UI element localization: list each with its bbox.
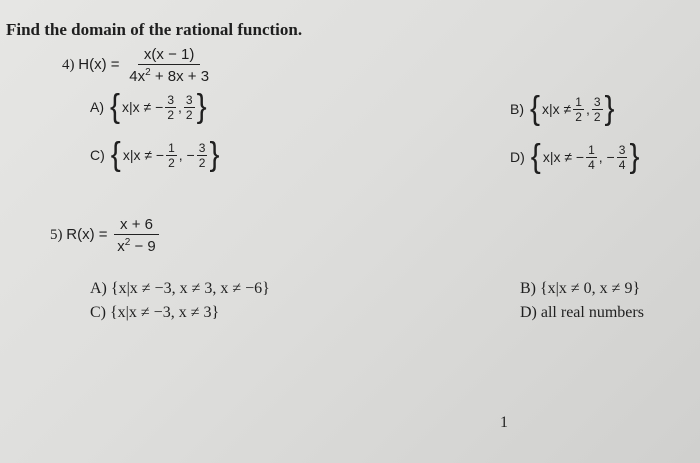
choice-a-frac-2: $\frac{3}{2}$ — [185, 92, 193, 122]
close-brace: } — [604, 90, 615, 127]
choice-d-separator: , − — [598, 149, 615, 165]
choice-b-separator: , — [585, 101, 590, 117]
choice-a-separator: , — [178, 99, 182, 115]
choice-b-label: B) — [510, 101, 524, 117]
choice-a-label: A) — [90, 99, 104, 115]
question-4-number: 4) — [62, 56, 75, 73]
choice-c-frac-2: $\frac{3}{2}$ — [198, 140, 206, 170]
question-4-function — [62, 46, 215, 85]
question-4-choice-b[interactable] — [510, 90, 615, 127]
open-brace: { — [530, 90, 541, 127]
question-5-function — [50, 216, 162, 255]
close-brace: } — [629, 138, 640, 175]
choice-d-frac-2: $\frac{3}{4}$ — [618, 142, 626, 172]
question-4-fraction — [123, 46, 215, 85]
choice-b-condition: x|x ≠ — [542, 101, 572, 117]
question-5-number: 5) — [50, 226, 63, 243]
choice-b-frac-1: $\frac{1}{2}$ — [575, 94, 582, 124]
choice-d-label: D) — [510, 149, 525, 165]
question-4-choice-c[interactable] — [90, 136, 220, 173]
close-brace: } — [196, 88, 207, 125]
question-5-choice-d[interactable]: D) all real numbers — [520, 304, 644, 321]
question-5-fraction — [111, 216, 162, 255]
question-5-choice-b[interactable]: B) {x|x ≠ 0, x ≠ 9} — [520, 280, 641, 297]
question-5-numerator: x + 6 — [114, 216, 159, 235]
question-4-denominator: $4x^2 + 8x + 3$ — [129, 67, 210, 85]
question-4-choice-a[interactable] — [90, 88, 207, 125]
question-5-choice-a[interactable]: A) {x|x ≠ −3, x ≠ 3, x ≠ −6} — [90, 280, 270, 297]
open-brace: { — [110, 88, 121, 125]
choice-b-frac-2: $\frac{3}{2}$ — [593, 94, 601, 124]
question-5-choice-c[interactable]: C) {x|x ≠ −3, x ≠ 3} — [90, 304, 220, 321]
question-4-choice-d[interactable] — [510, 138, 640, 175]
page-number: 1 — [500, 414, 508, 431]
choice-a-condition: x|x ≠ − — [122, 99, 164, 115]
choice-c-label: C) — [90, 147, 105, 163]
question-4-lhs: H(x) = — [78, 55, 120, 73]
open-brace: { — [530, 138, 541, 175]
choice-d-frac-1: $\frac{1}{4}$ — [588, 142, 595, 172]
choice-c-frac-1: $\frac{1}{2}$ — [168, 140, 175, 170]
choice-d-condition: x|x ≠ − — [542, 149, 585, 165]
choice-c-separator: , − — [178, 147, 195, 163]
question-5-denominator: $x^2 - 9$ — [117, 237, 156, 255]
question-5-lhs: R(x) = — [66, 225, 108, 243]
question-4-numerator: x(x − 1) — [138, 46, 200, 65]
open-brace: { — [110, 136, 121, 173]
close-brace: } — [209, 136, 220, 173]
choice-c-condition: x|x ≠ − — [122, 147, 165, 163]
choice-a-frac-1: $\frac{3}{2}$ — [167, 92, 174, 122]
instructions-heading: Find the domain of the rational function. — [6, 20, 303, 39]
